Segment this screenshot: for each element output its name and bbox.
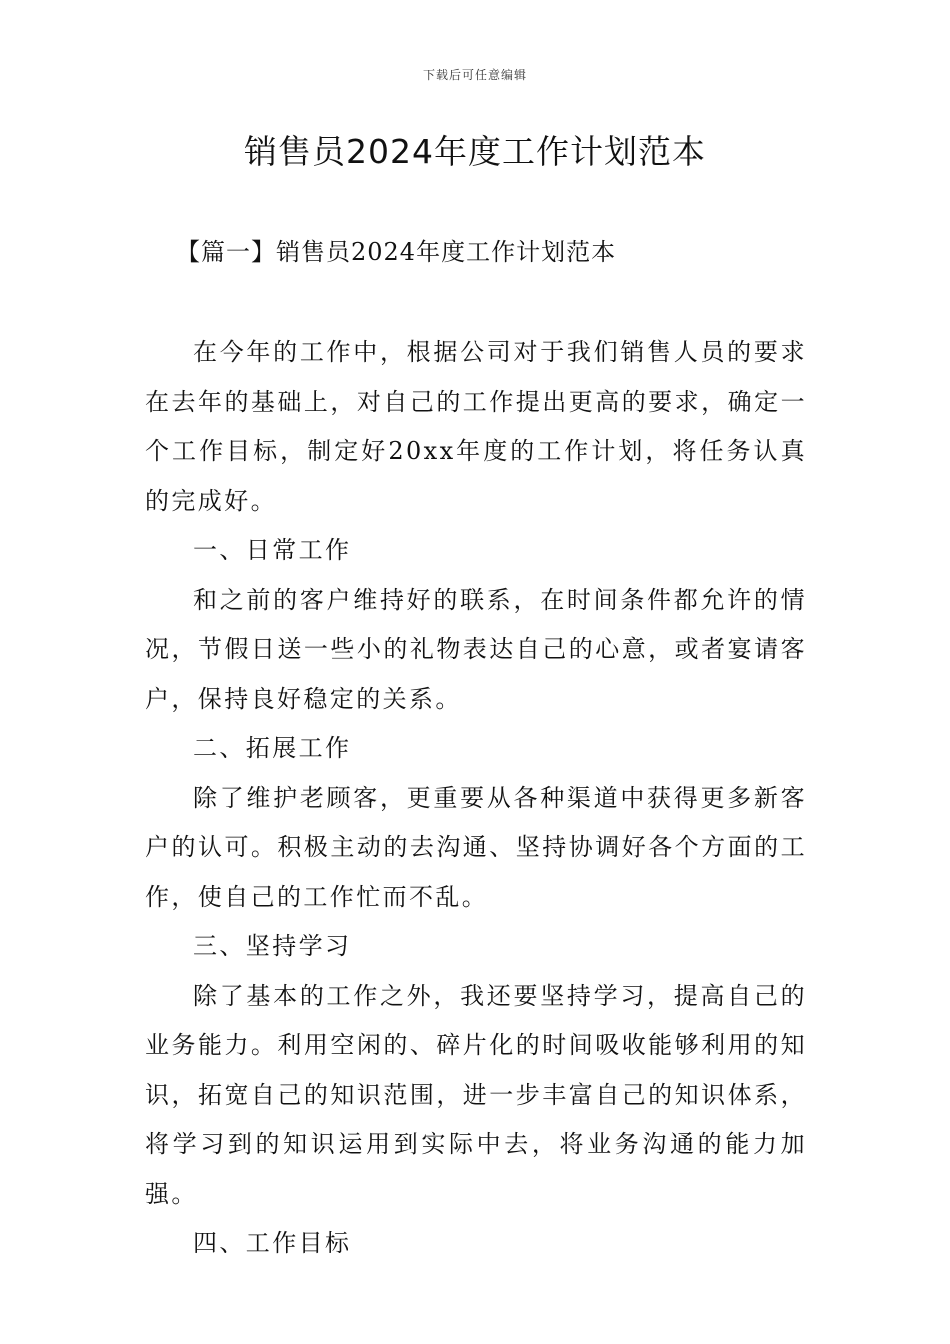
- section-heading: 四、工作目标: [193, 1229, 352, 1257]
- document-body: [145, 328, 807, 1269]
- section-heading: 三、坚持学习: [193, 932, 352, 960]
- body-paragraph: 除了维护老顾客，更重要从各种渠道中获得更多新客户的认可。积极主动的去沟通、坚持协调好各个方面的工作，使自己的工作忙而不乱。: [145, 783, 807, 911]
- body-paragraph: 在今年的工作中，根据公司对于我们销售人员的要求在去年的基础上，对自己的工作提出更高的要求，确定一个工作目标，制定好20xx年度的工作计划，将任务认真的完成好。: [145, 338, 807, 515]
- section-heading: 二、拓展工作: [193, 734, 352, 762]
- section-subtitle: 【篇一】销售员2024年度工作计划范本: [176, 238, 617, 266]
- document-title: 销售员2024年度工作计划范本: [244, 132, 706, 171]
- body-paragraph: 除了基本的工作之外，我还要坚持学习，提高自己的业务能力。利用空闲的、碎片化的时间吸收能够利用的知识，拓宽自己的知识范围，进一步丰富自己的知识体系，将学习到的知识运用到实际中去，将业务沟通的能力加强。: [145, 981, 807, 1208]
- header-note: 下载后可任意编辑: [422, 68, 527, 82]
- body-paragraph: 和之前的客户维持好的联系，在时间条件都允许的情况，节假日送一些小的礼物表达自己的心意，或者宴请客户，保持良好稳定的关系。: [145, 585, 807, 713]
- section-heading: 一、日常工作: [193, 536, 352, 564]
